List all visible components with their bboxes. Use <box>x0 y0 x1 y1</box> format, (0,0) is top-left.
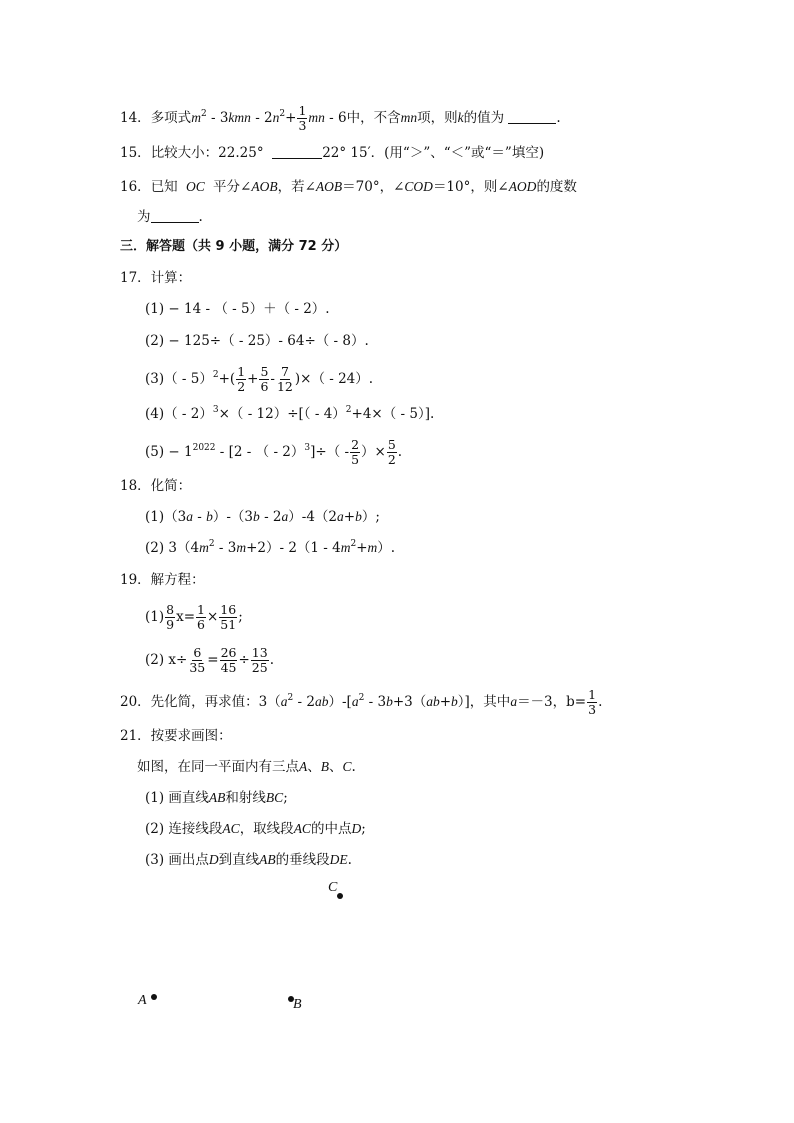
text: 的值为 <box>463 110 505 126</box>
text: ）-4（2 <box>288 509 338 525</box>
text: (1)（3 <box>145 509 187 525</box>
text: 的垂线段 <box>275 852 330 868</box>
p17-sub2: (2) − 125÷（ - 25）- 64÷（ - 8）. <box>145 333 369 349</box>
denominator: 25 <box>251 660 268 675</box>
p21-sub1 <box>145 788 288 808</box>
exponent: 3 <box>212 405 219 415</box>
text: + <box>439 694 452 710</box>
denominator: 35 <box>189 660 206 675</box>
text: ，若∠ <box>277 179 316 195</box>
p21-intro <box>137 757 356 777</box>
text: ; <box>361 821 366 837</box>
problem-number: 14． <box>120 110 151 126</box>
text: 到直线 <box>218 852 260 868</box>
var: ab <box>426 694 440 709</box>
text: + <box>356 540 368 556</box>
text: ÷ <box>238 652 250 668</box>
text: 如图，在同一平面内有三点 <box>137 759 299 775</box>
text: ）-[ <box>328 694 352 710</box>
text: 、 <box>307 759 321 775</box>
text: 的度数 <box>536 179 577 195</box>
text: = <box>207 652 219 668</box>
numerator: 16 <box>220 602 237 617</box>
fraction <box>350 438 360 467</box>
text: 20．先化简，再求值：3（ <box>120 694 281 710</box>
text: . <box>556 110 561 126</box>
p17-sub1: (1) − 14 - （ - 5）＋（ - 2）. <box>145 301 330 317</box>
problem-14 <box>120 104 561 133</box>
point-c-label: C <box>328 880 338 895</box>
text: 比较大小：22.25° <box>150 145 264 161</box>
denominator: 5 <box>351 452 360 467</box>
point-c <box>337 893 343 899</box>
text: - <box>192 509 207 525</box>
numerator: 1 <box>298 103 307 118</box>
problem-17-head: 17．计算： <box>120 270 192 286</box>
text: + <box>247 371 259 387</box>
exponent: 2 <box>208 539 215 549</box>
point-a-label: A <box>138 993 147 1008</box>
problem-18-head: 18．化简： <box>120 478 192 494</box>
p19-sub2 <box>145 646 274 675</box>
var: n <box>272 110 280 125</box>
text: (1) 画直线 <box>145 790 209 806</box>
denominator: 9 <box>166 617 175 632</box>
fraction <box>387 438 397 467</box>
problem-15 <box>120 143 544 163</box>
p19-sub1 <box>145 603 243 632</box>
text: (2) x÷ <box>145 652 188 668</box>
p18-sub1 <box>145 507 380 527</box>
text: )×（ - 24）. <box>294 371 374 387</box>
fraction <box>188 646 206 675</box>
text: - <box>270 371 275 387</box>
text: - 3 <box>206 110 229 126</box>
var: k <box>457 110 464 125</box>
var: AOD <box>508 179 537 194</box>
var: m <box>236 540 247 555</box>
text: ＝－3，b= <box>517 694 587 710</box>
text: 多项式 <box>150 110 192 126</box>
var: a <box>510 694 518 709</box>
var: m <box>340 540 351 555</box>
var: AOB <box>315 179 343 194</box>
fraction <box>587 688 597 717</box>
text: (3) 画出点 <box>145 852 209 868</box>
var: OC <box>185 179 205 194</box>
text: ）; <box>361 509 380 525</box>
text: × <box>206 609 219 625</box>
text: ）-（3 <box>212 509 254 525</box>
problem-16 <box>120 177 577 197</box>
denominator: 12 <box>276 379 293 394</box>
answer-blank[interactable] <box>151 208 199 223</box>
var: BC <box>265 790 284 805</box>
problem-21-head: 21．按要求画图： <box>120 728 232 744</box>
denominator: 3 <box>588 702 597 717</box>
var: AOB <box>251 179 278 194</box>
text: ＝10°，则∠ <box>432 179 509 195</box>
var: a <box>280 694 288 709</box>
text: +( <box>218 371 236 387</box>
exponent: 2 <box>287 693 294 703</box>
text: 平分∠ <box>213 179 252 195</box>
text: . <box>397 444 403 460</box>
text: + <box>285 110 297 126</box>
text: . <box>598 694 603 710</box>
var: D <box>208 852 219 867</box>
fraction <box>259 365 269 394</box>
text: (2) 3（4 <box>145 540 200 556</box>
text: 、 <box>329 759 343 775</box>
exponent: 2 <box>200 109 207 119</box>
exponent: 2022 <box>192 443 216 453</box>
var: A <box>299 759 308 774</box>
p21-sub2 <box>145 819 366 839</box>
denominator: 45 <box>220 660 237 675</box>
var: a <box>337 509 344 524</box>
var: b <box>451 694 458 709</box>
text: - 2 <box>293 694 315 710</box>
text: . <box>269 652 274 668</box>
text: ）. <box>377 540 396 556</box>
answer-blank[interactable] <box>272 144 322 159</box>
numerator: 1 <box>197 602 205 617</box>
exponent: 2 <box>212 370 219 380</box>
text: . <box>198 209 203 225</box>
fraction <box>165 603 175 632</box>
section-title: 三．解答题（共 9 小题，满分 72 分） <box>120 239 348 254</box>
numerator: 13 <box>251 645 268 660</box>
var: m <box>199 540 209 555</box>
text: ，取线段 <box>239 821 294 837</box>
var: AB <box>259 852 276 867</box>
fraction <box>251 646 269 675</box>
text: x= <box>176 609 196 625</box>
text: - 6中，不含 <box>324 110 401 126</box>
numerator: 8 <box>166 602 175 617</box>
denominator: 51 <box>220 617 237 632</box>
var: AC <box>293 821 311 836</box>
var: b <box>355 509 362 524</box>
numerator: 5 <box>387 437 396 452</box>
exponent: 2 <box>279 109 286 119</box>
var: ab <box>315 694 329 709</box>
problem-20 <box>120 688 602 717</box>
denominator: 2 <box>387 452 396 467</box>
text: +4×（ - 5）]. <box>351 406 435 422</box>
text: 项，则 <box>417 110 458 126</box>
var: a <box>281 509 289 524</box>
var: mn <box>400 110 418 125</box>
text: - 3 <box>364 694 387 710</box>
text: 为 <box>137 209 151 225</box>
numerator: 1 <box>588 687 597 702</box>
exponent: 2 <box>350 539 357 549</box>
var: k <box>228 110 235 125</box>
denominator: 6 <box>197 617 205 632</box>
text: ）]，其中 <box>457 694 511 710</box>
text: 22° 15′．(用“＞”、“＜”或“＝”填空) <box>322 145 545 161</box>
var: mn <box>308 110 325 125</box>
numerator: 5 <box>260 364 269 379</box>
fraction <box>276 365 294 394</box>
text: . <box>351 759 356 775</box>
numerator: 6 <box>193 645 202 660</box>
var: a <box>351 694 359 709</box>
text: - [2 - （ - 2） <box>215 444 305 460</box>
denominator: 2 <box>237 379 246 394</box>
numerator: 7 <box>280 364 289 379</box>
text: ）× <box>361 444 386 460</box>
text: . <box>347 852 352 868</box>
text: (1) <box>145 609 165 625</box>
var: b <box>386 694 393 709</box>
point-a <box>151 994 157 1000</box>
text: (4)（ - 2） <box>145 406 213 422</box>
var: B <box>320 759 329 774</box>
text: +3（ <box>392 694 427 710</box>
text: 的中点 <box>310 821 352 837</box>
var: b <box>253 509 260 524</box>
text: ; <box>238 609 243 625</box>
var: C <box>342 759 352 774</box>
var: COD <box>404 179 433 194</box>
text: + <box>343 509 356 525</box>
p17-sub5 <box>145 438 402 467</box>
text: - 2 <box>250 110 273 126</box>
denominator: 3 <box>298 118 307 133</box>
var: DE <box>329 852 348 867</box>
var: b <box>206 509 213 524</box>
var: mn <box>234 110 251 125</box>
text: 已知 <box>150 179 178 195</box>
exponent: 3 <box>304 443 311 453</box>
p18-sub2 <box>145 538 395 558</box>
problem-19-head: 19．解方程： <box>120 572 205 588</box>
text: (5) − 1 <box>145 444 193 460</box>
var: AC <box>222 821 240 836</box>
exponent: 2 <box>358 693 365 703</box>
problem-16-cont <box>137 207 203 227</box>
var: AB <box>208 790 226 805</box>
text: 和射线 <box>225 790 266 806</box>
denominator: 6 <box>260 379 269 394</box>
p21-sub3 <box>145 850 352 870</box>
problem-number: 16． <box>120 179 151 195</box>
p17-sub4 <box>145 404 434 424</box>
point-b-label: B <box>293 997 302 1012</box>
text: - 3 <box>214 540 237 556</box>
numerator: 26 <box>220 645 237 660</box>
fraction <box>297 104 307 133</box>
text: (3)（ - 5） <box>145 371 213 387</box>
text: ＝70°，∠ <box>342 179 405 195</box>
fraction <box>196 603 206 632</box>
answer-blank[interactable] <box>508 109 556 124</box>
text: ×（ - 12）÷[（ - 4） <box>218 406 346 422</box>
problem-number: 15． <box>120 145 151 161</box>
exponent: 2 <box>345 405 352 415</box>
var: m <box>367 540 378 555</box>
var: D <box>351 821 362 836</box>
var: a <box>186 509 193 524</box>
text: - 2 <box>259 509 282 525</box>
text: ]÷（ - <box>310 444 350 460</box>
p17-sub3 <box>145 365 373 394</box>
fraction <box>220 646 238 675</box>
var: m <box>191 110 201 125</box>
numerator: 1 <box>237 364 246 379</box>
text: (2) 连接线段 <box>145 821 223 837</box>
fraction <box>236 365 246 394</box>
numerator: 2 <box>351 437 360 452</box>
text: ; <box>283 790 288 806</box>
fraction <box>219 603 237 632</box>
text: +2）- 2（1 - 4 <box>246 540 341 556</box>
